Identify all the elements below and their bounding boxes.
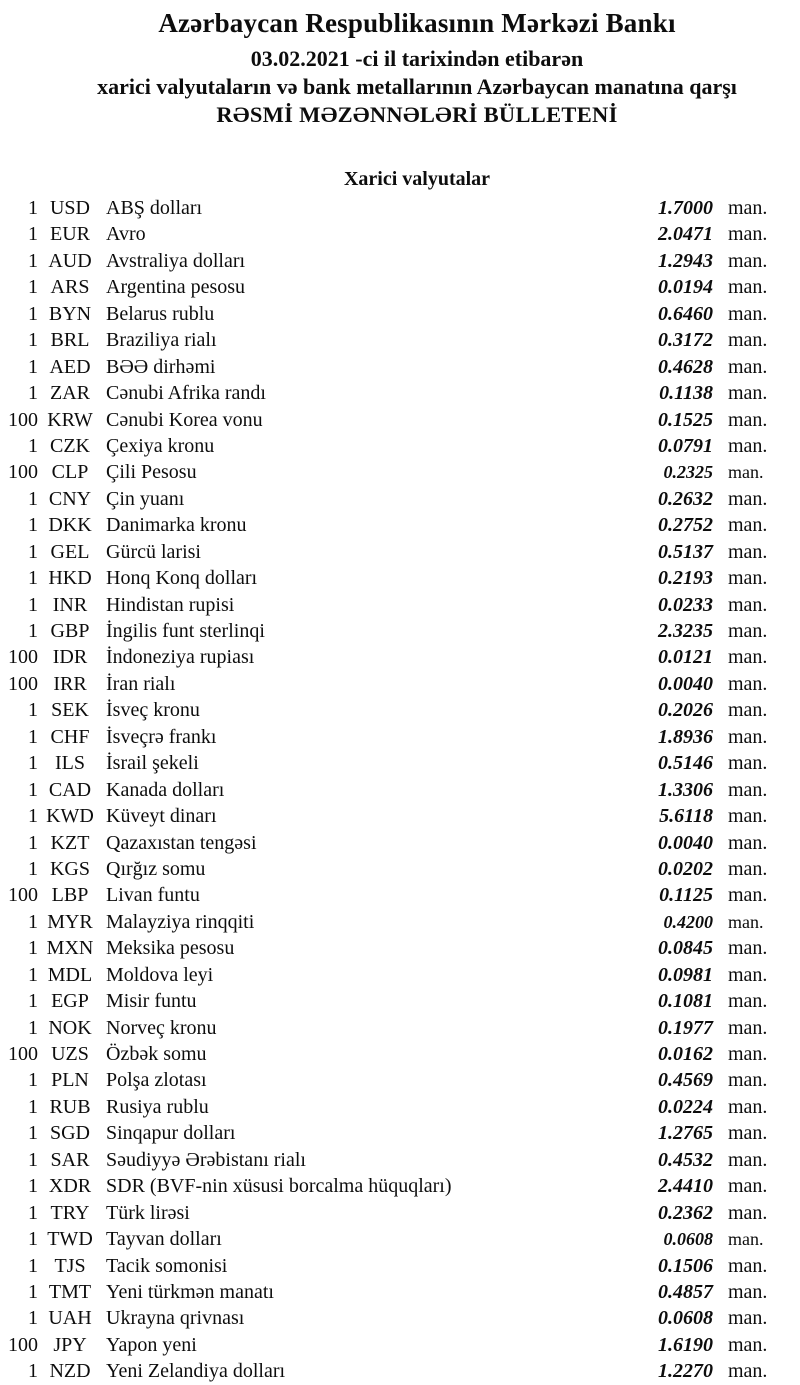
currency-code-cell: AUD	[48, 249, 92, 272]
quantity-cell: 1	[28, 857, 38, 880]
rate-value-cell: 0.5137	[658, 540, 713, 563]
currency-code-cell: DKK	[48, 514, 92, 537]
currency-code-cell: CAD	[48, 778, 92, 801]
currency-code-cell: KWD	[46, 805, 94, 828]
rate-row	[0, 724, 772, 750]
rate-value-cell: 0.0608	[658, 1307, 713, 1330]
unit-cell: man.	[728, 197, 768, 219]
currency-code-cell: NOK	[48, 1016, 92, 1039]
unit-cell: man.	[728, 1280, 768, 1303]
rate-row	[0, 1120, 772, 1146]
rate-value-cell: 0.2026	[658, 699, 713, 722]
unit-cell: man.	[728, 1175, 768, 1198]
rate-row	[0, 1147, 772, 1173]
rate-value-cell: 0.0040	[658, 831, 713, 854]
quantity-cell: 1	[28, 778, 38, 801]
currency-code-cell: NZD	[49, 1360, 91, 1383]
currency-name-cell: İsveçrə frankı	[106, 725, 217, 748]
rate-row	[0, 1226, 772, 1252]
currency-name-cell: İsveç kronu	[106, 699, 200, 722]
unit-cell: man.	[728, 1095, 768, 1118]
unit-cell: man.	[728, 857, 768, 880]
bulletin-name: RƏSMİ MƏZƏNNƏLƏRİ BÜLLETENİ	[216, 102, 618, 127]
unit-cell: man.	[728, 884, 768, 907]
rate-row	[0, 354, 772, 380]
quantity-cell: 1	[28, 752, 38, 775]
rate-value-cell: 0.0040	[658, 672, 713, 695]
currency-code-cell: CZK	[50, 434, 90, 457]
currency-name-cell: Qırğız somu	[106, 857, 206, 880]
currency-name-cell: Türk lirəsi	[106, 1201, 190, 1224]
currency-code-cell: INR	[52, 593, 88, 616]
rate-value-cell: 0.4532	[658, 1148, 713, 1171]
rate-row	[0, 644, 772, 670]
rate-row	[0, 935, 772, 961]
rate-row	[0, 433, 772, 459]
unit-cell: man.	[728, 593, 768, 616]
rate-row	[0, 909, 772, 935]
unit-cell: man.	[728, 355, 768, 378]
rate-value-cell: 0.4628	[658, 355, 713, 378]
rate-value-cell: 0.1125	[659, 884, 713, 907]
currency-name-cell: Misir funtu	[106, 990, 197, 1013]
currency-name-cell: Honq Konq dolları	[106, 567, 258, 590]
rate-row	[0, 486, 772, 512]
currency-code-cell: CLP	[51, 461, 89, 484]
quantity-cell: 1	[28, 990, 38, 1013]
rate-row	[0, 750, 772, 776]
rate-value-cell: 0.6460	[658, 302, 713, 325]
quantity-cell: 1	[28, 725, 38, 748]
rate-value-cell: 0.3172	[658, 329, 713, 352]
unit-cell: man.	[728, 1069, 768, 1092]
rate-row	[0, 777, 772, 803]
rate-value-cell: 0.0121	[658, 646, 713, 669]
currency-code-cell: PLN	[51, 1069, 89, 1092]
rate-value-cell: 0.0608	[663, 1229, 713, 1250]
quantity-cell: 1	[28, 699, 38, 722]
quantity-cell: 100	[8, 408, 38, 431]
currency-code-cell: IRR	[53, 672, 87, 695]
rate-value-cell: 0.0791	[658, 434, 713, 457]
currency-code-cell: KRW	[47, 408, 93, 431]
unit-cell: man.	[728, 990, 768, 1013]
currency-code-cell: ZAR	[50, 382, 90, 405]
currency-name-cell: Çin yuanı	[106, 487, 185, 510]
rate-row	[0, 1200, 772, 1226]
rate-value-cell: 1.8936	[658, 725, 713, 748]
quantity-cell: 1	[28, 329, 38, 352]
currency-code-cell: CNY	[48, 487, 92, 510]
unit-cell: man.	[728, 752, 768, 775]
rate-row	[0, 1358, 772, 1384]
currency-name-cell: Malayziya rinqqiti	[106, 910, 255, 933]
quantity-cell: 1	[28, 567, 38, 590]
unit-cell: man.	[728, 911, 764, 932]
rate-value-cell: 0.2325	[663, 462, 713, 483]
rate-value-cell: 0.4569	[658, 1069, 713, 1092]
unit-cell: man.	[728, 1360, 768, 1383]
currency-name-cell: Moldova leyi	[106, 963, 214, 986]
rate-row	[0, 1173, 772, 1199]
rate-value-cell: 0.1081	[658, 990, 713, 1013]
currency-name-cell: Rusiya rublu	[106, 1095, 209, 1118]
currency-name-cell: Livan funtu	[106, 884, 200, 907]
quantity-cell: 100	[8, 672, 38, 695]
currency-code-cell: HKD	[48, 567, 92, 590]
currency-name-cell: İran rialı	[106, 672, 176, 695]
currency-code-cell: RUB	[49, 1095, 91, 1118]
rate-row	[0, 1279, 772, 1305]
rate-value-cell: 1.7000	[658, 197, 713, 219]
currency-name-cell: Tayvan dolları	[106, 1228, 222, 1251]
currency-name-cell: Polşa zlotası	[106, 1069, 207, 1092]
rate-row	[0, 565, 772, 591]
unit-cell: man.	[728, 805, 768, 828]
rate-value-cell: 2.0471	[658, 223, 713, 246]
currency-name-cell: ABŞ dolları	[106, 197, 203, 219]
unit-cell: man.	[728, 1254, 768, 1277]
rate-value-cell: 0.4857	[658, 1280, 713, 1303]
unit-cell: man.	[728, 963, 768, 986]
rate-value-cell: 0.5146	[658, 752, 713, 775]
currency-code-cell: MYR	[47, 910, 93, 933]
quantity-cell: 1	[28, 1069, 38, 1092]
currency-name-cell: Çili Pesosu	[106, 461, 197, 484]
bulletin-header	[0, 0, 800, 192]
unit-cell: man.	[728, 1016, 768, 1039]
currency-code-cell: USD	[49, 197, 90, 219]
unit-cell: man.	[728, 1333, 768, 1356]
currency-name-cell: Yapon yeni	[106, 1333, 197, 1356]
currency-code-cell: SAR	[50, 1148, 90, 1171]
rate-row	[0, 1067, 772, 1093]
currency-name-cell: Özbək somu	[106, 1043, 207, 1065]
currency-code-cell: UZS	[51, 1043, 89, 1065]
rate-row	[0, 697, 772, 723]
rate-row	[0, 274, 772, 300]
unit-cell: man.	[728, 1122, 768, 1145]
rate-row	[0, 618, 772, 644]
section-title-foreign-currencies: Xarici valyutalar	[343, 168, 491, 190]
currency-code-cell: BYN	[48, 302, 92, 325]
rate-value-cell: 0.0981	[658, 963, 713, 986]
rate-value-cell: 0.2752	[658, 514, 713, 537]
rate-value-cell: 0.2632	[658, 487, 713, 510]
unit-cell: man.	[728, 1229, 764, 1250]
unit-cell: man.	[728, 249, 768, 272]
rate-row	[0, 407, 772, 433]
currency-code-cell: ARS	[50, 276, 90, 299]
unit-cell: man.	[728, 1148, 768, 1171]
quantity-cell: 1	[28, 514, 38, 537]
unit-cell: man.	[728, 1201, 768, 1224]
rate-row	[0, 988, 772, 1014]
quantity-cell: 100	[8, 884, 38, 907]
quantity-cell: 1	[28, 540, 38, 563]
quantity-cell: 1	[28, 487, 38, 510]
currency-name-cell: Argentina pesosu	[106, 276, 246, 299]
unit-cell: man.	[728, 1307, 768, 1330]
unit-cell: man.	[728, 514, 768, 537]
rate-value-cell: 1.2765	[658, 1122, 713, 1145]
rate-value-cell: 0.0233	[658, 593, 713, 616]
rate-value-cell: 0.0202	[658, 857, 713, 880]
quantity-cell: 1	[28, 249, 38, 272]
currency-code-cell: ILS	[55, 752, 85, 775]
currency-code-cell: EUR	[50, 223, 90, 246]
rate-row	[0, 1015, 772, 1041]
rate-row	[0, 301, 772, 327]
rate-row	[0, 671, 772, 697]
unit-cell: man.	[728, 540, 768, 563]
rate-row	[0, 327, 772, 353]
rate-value-cell: 0.2362	[658, 1201, 713, 1224]
rate-value-cell: 0.0194	[658, 276, 713, 299]
rate-row	[0, 856, 772, 882]
unit-cell: man.	[728, 434, 768, 457]
currency-name-cell: Braziliya rialı	[106, 329, 217, 352]
rate-value-cell: 2.4410	[658, 1175, 713, 1198]
quantity-cell: 1	[28, 302, 38, 325]
rate-value-cell: 5.6118	[659, 805, 713, 828]
currency-name-cell: Qazaxıstan tengəsi	[106, 831, 257, 854]
quantity-cell: 1	[28, 197, 38, 219]
currency-name-cell: Meksika pesosu	[106, 937, 235, 960]
currency-name-cell: Avro	[106, 223, 146, 246]
quantity-cell: 100	[8, 1333, 38, 1356]
quantity-cell: 1	[28, 910, 38, 933]
currency-code-cell: UAH	[48, 1307, 92, 1330]
currency-code-cell: TMT	[48, 1280, 92, 1303]
currency-name-cell: Çexiya kronu	[106, 434, 215, 457]
currency-name-cell: Cənubi Korea vonu	[106, 408, 263, 431]
currency-code-cell: IDR	[52, 646, 88, 669]
quantity-cell: 1	[28, 1228, 38, 1251]
unit-cell: man.	[728, 408, 768, 431]
currency-code-cell: GEL	[50, 540, 90, 563]
quantity-cell: 1	[28, 1201, 38, 1224]
rate-row	[0, 221, 772, 247]
currency-code-cell: TWD	[47, 1228, 93, 1251]
unit-cell: man.	[728, 699, 768, 722]
rate-row	[0, 882, 772, 908]
quantity-cell: 1	[28, 223, 38, 246]
quantity-cell: 1	[28, 963, 38, 986]
rate-value-cell: 0.1977	[658, 1016, 713, 1039]
rate-value-cell: 0.0162	[658, 1043, 713, 1065]
rate-value-cell: 0.1138	[659, 382, 713, 405]
currency-code-cell: TJS	[54, 1254, 86, 1277]
bank-title: Azərbaycan Respublikasının Mərkəzi Bankı	[158, 8, 676, 38]
rate-row	[0, 459, 772, 485]
rate-value-cell: 2.3235	[658, 620, 713, 642]
rate-value-cell: 0.1525	[658, 408, 713, 431]
unit-cell: man.	[728, 302, 768, 325]
unit-cell: man.	[728, 831, 768, 854]
quantity-cell: 1	[28, 355, 38, 378]
rate-row	[0, 1094, 772, 1120]
quantity-cell: 1	[28, 1307, 38, 1330]
rate-value-cell: 0.2193	[658, 567, 713, 590]
currency-name-cell: Hindistan rupisi	[106, 593, 235, 616]
currency-code-cell: SGD	[49, 1122, 90, 1145]
currency-name-cell: İndoneziya rupiası	[106, 646, 255, 669]
rate-value-cell: 0.0224	[658, 1095, 713, 1118]
currency-code-cell: GBP	[50, 620, 90, 642]
rate-row	[0, 1253, 772, 1279]
currency-code-cell: CHF	[50, 725, 90, 748]
quantity-cell: 1	[28, 1095, 38, 1118]
rate-row	[0, 1041, 772, 1067]
rate-row	[0, 962, 772, 988]
currency-name-cell: Norveç kronu	[106, 1016, 217, 1039]
rate-row	[0, 380, 772, 406]
rates-table	[0, 195, 800, 1385]
quantity-cell: 100	[8, 1043, 38, 1065]
unit-cell: man.	[728, 382, 768, 405]
currency-name-cell: Kanada dolları	[106, 778, 225, 801]
quantity-cell: 1	[28, 593, 38, 616]
rate-row	[0, 592, 772, 618]
quantity-cell: 100	[8, 646, 38, 669]
unit-cell: man.	[728, 725, 768, 748]
rate-value-cell: 1.6190	[658, 1333, 713, 1356]
currency-name-cell: SDR (BVF-nin xüsusi borcalma hüquqları)	[106, 1175, 452, 1198]
currency-code-cell: LBP	[51, 884, 89, 907]
currency-code-cell: AED	[49, 355, 91, 378]
currency-name-cell: Ukrayna qrivnası	[106, 1307, 245, 1330]
rate-value-cell: 0.0845	[658, 937, 713, 960]
rate-row	[0, 1305, 772, 1331]
rate-row	[0, 1332, 772, 1358]
quantity-cell: 1	[28, 937, 38, 960]
currency-code-cell: MDL	[47, 963, 93, 986]
currency-code-cell: KGS	[49, 857, 90, 880]
quantity-cell: 1	[28, 1175, 38, 1198]
currency-name-cell: Cənubi Afrika randı	[106, 382, 266, 405]
quantity-cell: 1	[28, 1122, 38, 1145]
rate-row	[0, 248, 772, 274]
unit-cell: man.	[728, 1043, 768, 1065]
rate-row	[0, 830, 772, 856]
currency-code-cell: XDR	[48, 1175, 92, 1198]
rate-value-cell: 1.2943	[658, 249, 713, 272]
unit-cell: man.	[728, 223, 768, 246]
currency-name-cell: Tacik somonisi	[106, 1254, 228, 1277]
bulletin-subtitle: xarici valyutaların və bank metallarının Azərbaycan manatına qarşı	[97, 74, 737, 99]
currency-name-cell: Gürcü larisi	[106, 540, 201, 563]
unit-cell: man.	[728, 487, 768, 510]
quantity-cell: 1	[28, 276, 38, 299]
currency-name-cell: Yeni Zelandiya dolları	[106, 1360, 286, 1383]
currency-name-cell: İngilis funt sterlinqi	[106, 620, 265, 642]
unit-cell: man.	[728, 646, 768, 669]
currency-name-cell: Danimarka kronu	[106, 514, 247, 537]
currency-name-cell: Səudiyyə Ərəbistanı rialı	[106, 1148, 306, 1171]
rate-value-cell: 0.1506	[658, 1254, 713, 1277]
rate-value-cell: 1.3306	[658, 778, 713, 801]
unit-cell: man.	[728, 329, 768, 352]
currency-name-cell: İsrail şekeli	[106, 752, 199, 775]
currency-code-cell: SEK	[51, 699, 89, 722]
currency-name-cell: Avstraliya dolları	[106, 249, 246, 272]
currency-name-cell: Belarus rublu	[106, 302, 215, 325]
currency-code-cell: BRL	[50, 329, 90, 352]
rate-value-cell: 0.4200	[663, 911, 713, 932]
currency-code-cell: JPY	[53, 1333, 87, 1356]
unit-cell: man.	[728, 672, 768, 695]
currency-name-cell: BƏƏ dirhəmi	[106, 355, 216, 378]
quantity-cell: 1	[28, 382, 38, 405]
quantity-cell: 1	[28, 620, 38, 642]
quantity-cell: 1	[28, 831, 38, 854]
quantity-cell: 100	[8, 461, 38, 484]
currency-name-cell: Yeni türkmən manatı	[106, 1280, 274, 1303]
currency-name-cell: Küveyt dinarı	[106, 805, 217, 828]
unit-cell: man.	[728, 567, 768, 590]
quantity-cell: 1	[28, 1254, 38, 1277]
currency-code-cell: EGP	[51, 990, 89, 1013]
effective-date-line: 03.02.2021 -ci il tarixindən etibarən	[250, 46, 584, 71]
rate-row	[0, 195, 772, 221]
currency-name-cell: Sinqapur dolları	[106, 1122, 236, 1145]
unit-cell: man.	[728, 462, 764, 483]
unit-cell: man.	[728, 778, 768, 801]
quantity-cell: 1	[28, 1280, 38, 1303]
quantity-cell: 1	[28, 805, 38, 828]
quantity-cell: 1	[28, 1148, 38, 1171]
quantity-cell: 1	[28, 1360, 38, 1383]
currency-code-cell: TRY	[50, 1201, 90, 1224]
quantity-cell: 1	[28, 434, 38, 457]
rate-row	[0, 539, 772, 565]
rate-row	[0, 803, 772, 829]
currency-code-cell: KZT	[50, 831, 90, 854]
rate-row	[0, 512, 772, 538]
unit-cell: man.	[728, 937, 768, 960]
unit-cell: man.	[728, 276, 768, 299]
quantity-cell: 1	[28, 1016, 38, 1039]
rate-value-cell: 1.2270	[658, 1360, 713, 1383]
currency-code-cell: MXN	[46, 937, 94, 960]
unit-cell: man.	[728, 620, 768, 642]
